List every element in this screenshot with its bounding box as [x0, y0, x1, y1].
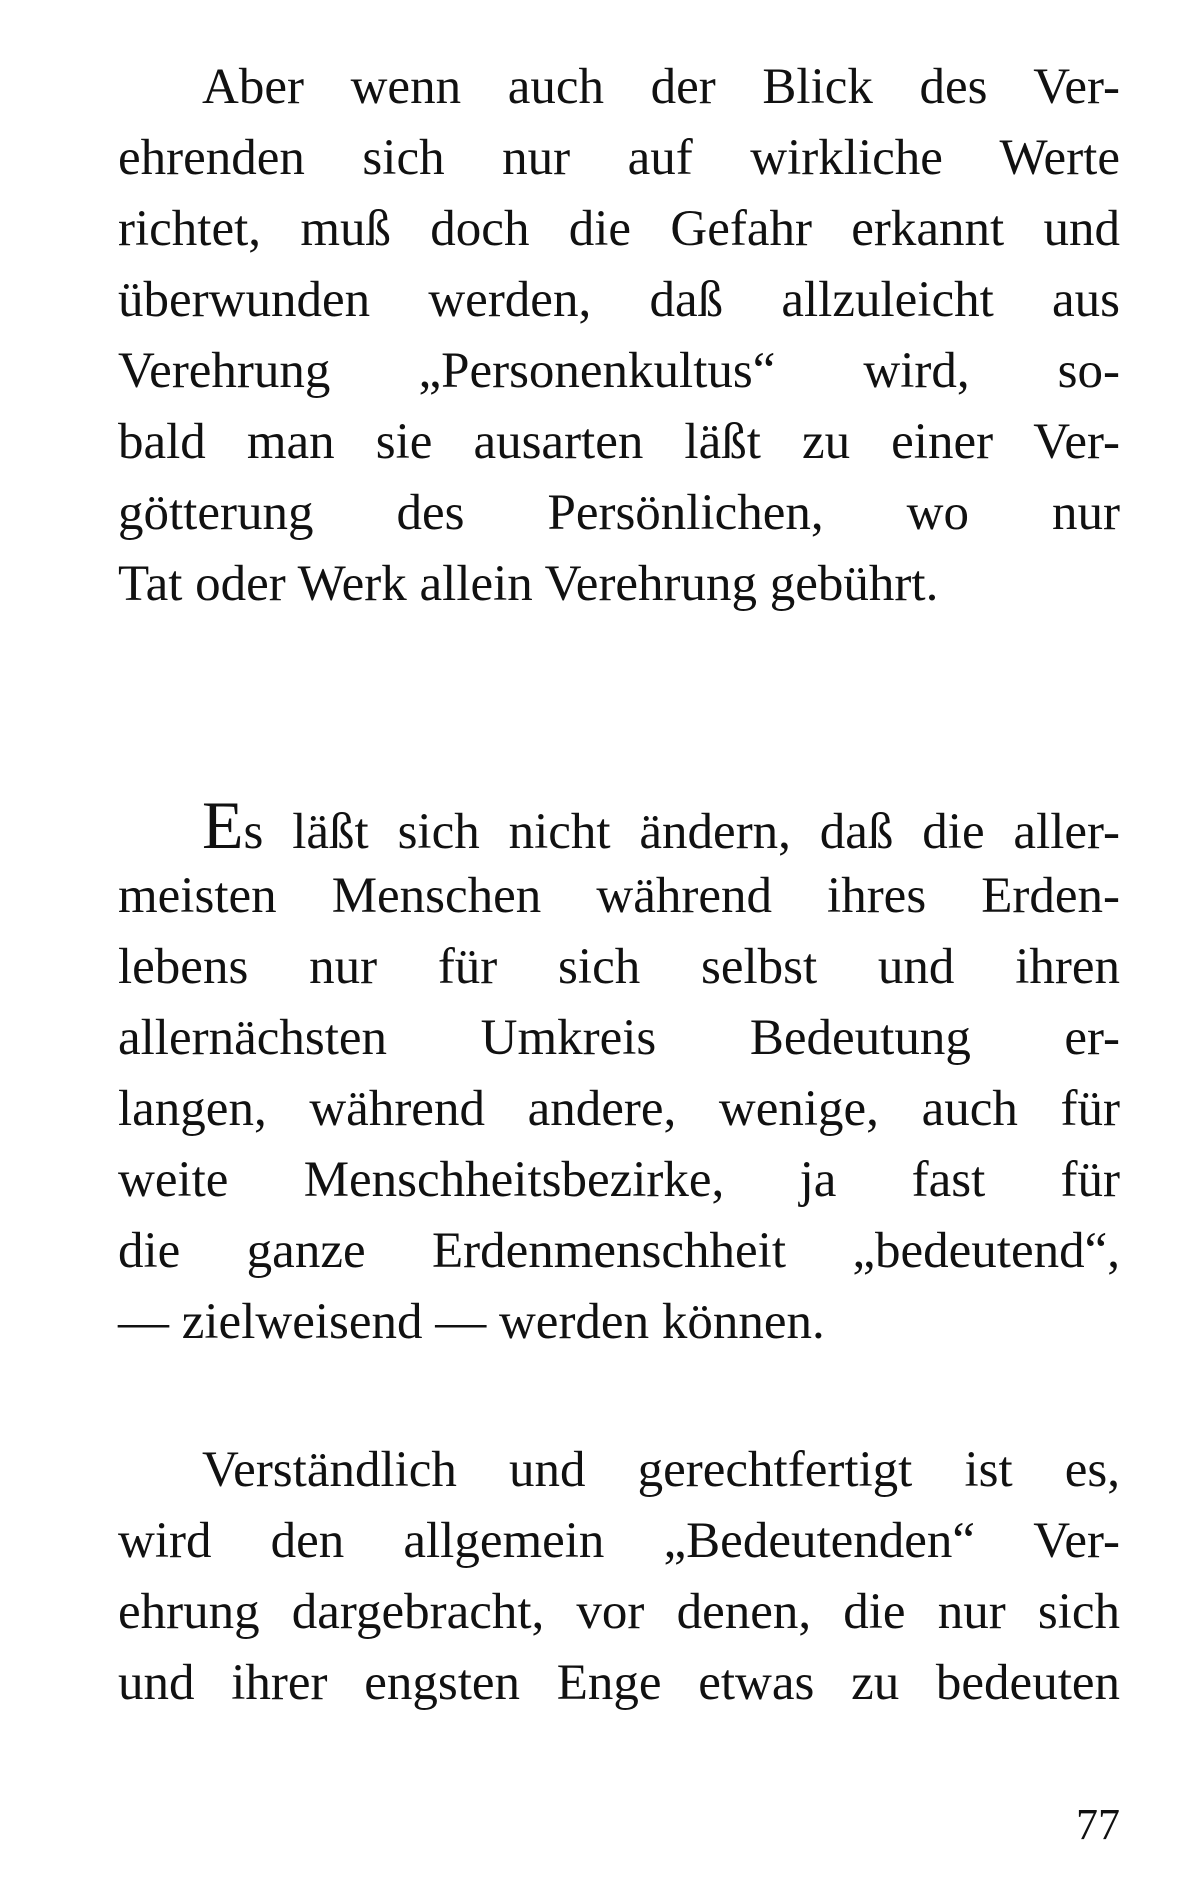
text-line: und ihrer engsten Enge etwas zu bedeuten	[118, 1655, 1120, 1711]
text-line: wird den allgemein „Bedeutenden“ Ver-	[118, 1513, 1120, 1569]
initial-letter: E	[202, 787, 244, 863]
text-line: richtet, muß doch die Gefahr erkannt und	[118, 201, 1120, 257]
text-line: ehrung dargebracht, vor denen, die nur sich	[118, 1584, 1120, 1640]
text-line: — zielweisend — werden können.	[118, 1294, 825, 1350]
text-line: ehrenden sich nur auf wirkliche Werte	[118, 130, 1120, 186]
text-line: Verständlich und gerechtfertigt ist es,	[202, 1442, 1120, 1498]
paragraph-3	[118, 1435, 1120, 1719]
text-line: weite Menschheitsbezirke, ja fast für	[118, 1152, 1120, 1208]
text-line: die ganze Erdenmenschheit „bedeutend“,	[118, 1223, 1120, 1279]
text-line: Tat oder Werk allein Verehrung gebührt.	[118, 556, 939, 612]
text-line: bald man sie ausarten läßt zu einer Ver-	[118, 414, 1120, 470]
text-line: überwunden werden, daß allzuleicht aus	[118, 272, 1120, 328]
page-number: 77	[1076, 1800, 1120, 1849]
text-line: Verehrung „Personenkultus“ wird, so-	[118, 343, 1120, 399]
text-line: götterung des Persönlichen, wo nur	[118, 485, 1120, 541]
paragraph-1	[118, 52, 1120, 620]
text-line: Aber wenn auch der Blick des Ver-	[202, 59, 1120, 115]
text-line: allernächsten Umkreis Bedeutung er-	[118, 1010, 1120, 1066]
text-line: langen, während andere, wenige, auch für	[118, 1081, 1120, 1137]
first-line-rest: s läßt sich nicht ändern, daß die aller-	[243, 804, 1120, 860]
text-line: meisten Menschen während ihres Erden-	[118, 868, 1120, 924]
text-line-first	[118, 787, 1120, 863]
text-line: lebens nur für sich selbst und ihren	[118, 939, 1120, 995]
paragraph-2	[118, 787, 1120, 1358]
